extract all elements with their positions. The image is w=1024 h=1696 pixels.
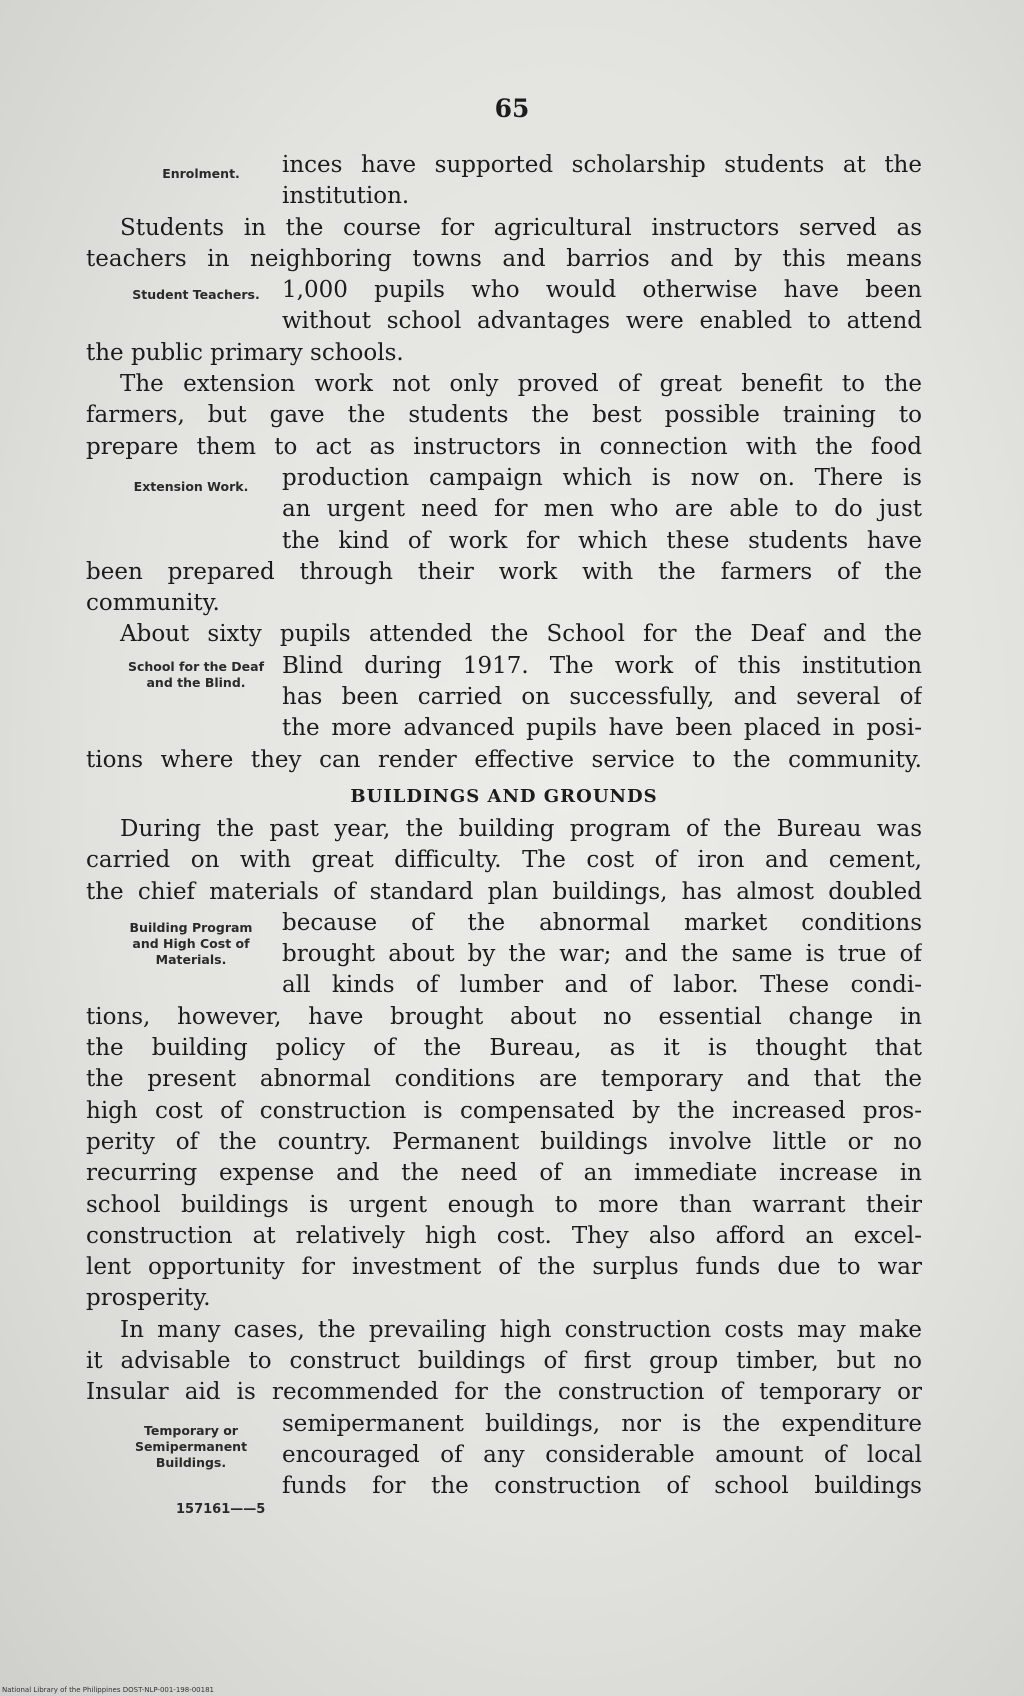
- text-line: has been carried on successfully, and several of: [282, 684, 922, 711]
- text-line: the present abnormal conditions are temporary and that the: [86, 1066, 922, 1093]
- paragraph-student-teachers: [86, 213, 922, 369]
- text-line: prosperity.: [86, 1285, 211, 1312]
- sidenote-building-program: Building Program and High Cost of Materials.: [129, 919, 253, 967]
- text-line: the more advanced pupils have been placed in posi-: [282, 715, 922, 742]
- signature-mark: 157161——5: [176, 1502, 266, 1517]
- text-line: high cost of construction is compensated by the increased pros-: [86, 1097, 922, 1124]
- text-line: the chief materials of standard plan buildings, has almost doubled: [86, 878, 922, 905]
- text-line: it advisable to construct buildings of first group timber, but no: [86, 1347, 922, 1374]
- text-line: perity of the country. Permanent buildings involve little or no: [86, 1128, 922, 1155]
- page-number: 65: [494, 94, 530, 123]
- text-line: construction at relatively high cost. They also afford an excel-: [86, 1222, 922, 1249]
- text-line: lent opportunity for investment of the surplus funds due to war: [86, 1254, 922, 1281]
- text-line: recurring expense and the need of an immediate increase in: [86, 1160, 922, 1187]
- text-line: been prepared through their work with the farmers of the: [86, 558, 922, 585]
- text-line: carried on with great difficulty. The cost of iron and cement,: [86, 847, 922, 874]
- text-line: The extension work not only proved of great benefit to the: [120, 371, 922, 398]
- text-line: the public primary schools.: [86, 339, 404, 366]
- page-body: [86, 150, 922, 1502]
- text-line: semipermanent buildings, nor is the expenditure: [282, 1410, 922, 1437]
- text-line: tions where they can render effective service to the community.: [86, 746, 922, 773]
- text-line: Students in the course for agricultural instructors served as: [120, 214, 922, 241]
- text-line: brought about by the war; and the same is true of: [282, 941, 922, 968]
- scan-credit: National Library of the Philippines DOST-NLP-001-198-00181: [2, 1686, 214, 1694]
- text-line: Insular aid is recommended for the construction of temporary or: [86, 1379, 922, 1406]
- paragraph-school-deaf-blind: [86, 619, 922, 775]
- text-line: institution.: [282, 183, 410, 210]
- section-heading: BUILDINGS AND GROUNDS: [350, 785, 658, 807]
- text-line: In many cases, the prevailing high construction costs may make: [120, 1316, 922, 1343]
- text-line: During the past year, the building program of the Bureau was: [120, 815, 922, 842]
- text-line: funds for the construction of school buildings: [282, 1473, 922, 1500]
- sidenote-school-deaf-blind: School for the Deaf and the Blind.: [127, 659, 265, 691]
- text-line: the kind of work for which these students have: [282, 527, 922, 554]
- text-line: Blind during 1917. The work of this institution: [282, 652, 922, 679]
- text-line: inces have supported scholarship students at the: [282, 152, 922, 178]
- text-line: encouraged of any considerable amount of local: [282, 1441, 922, 1468]
- text-line: because of the abnormal market conditions: [282, 909, 922, 936]
- text-line: prepare them to act as instructors in connection with the food: [86, 433, 922, 460]
- text-line: tions, however, have brought about no essential change in: [86, 1003, 922, 1030]
- sidenote-extension-work: Extension Work.: [133, 479, 249, 495]
- text-line: 1,000 pupils who would otherwise have been: [282, 277, 922, 304]
- text-line: the building policy of the Bureau, as it is thought that: [86, 1035, 922, 1062]
- text-line: all kinds of lumber and of labor. These condi-: [282, 972, 922, 999]
- paragraph-building-program: [86, 814, 922, 1315]
- text-line: production campaign which is now on. There is: [282, 464, 922, 491]
- text-line: community.: [86, 590, 220, 617]
- text-line: farmers, but gave the students the best possible training to: [86, 402, 922, 429]
- text-line: school buildings is urgent enough to more than warrant their: [86, 1191, 922, 1218]
- text-line: an urgent need for men who are able to do just: [282, 496, 922, 523]
- sidenote-student-teachers: Student Teachers.: [132, 286, 260, 302]
- paragraph-extension-work: [86, 369, 922, 619]
- text-line: without school advantages were enabled to attend: [282, 308, 922, 335]
- paragraph-enrolment: [86, 150, 922, 213]
- text-line: About sixty pupils attended the School for the Deaf and the: [120, 621, 922, 648]
- text-line: teachers in neighboring towns and barrios and by this means: [86, 245, 922, 272]
- sidenote-enrolment: Enrolment.: [162, 166, 240, 181]
- paragraph-temporary-buildings: [86, 1315, 922, 1503]
- sidenote-temporary-buildings: Temporary or Semipermanent Buildings.: [134, 1422, 248, 1470]
